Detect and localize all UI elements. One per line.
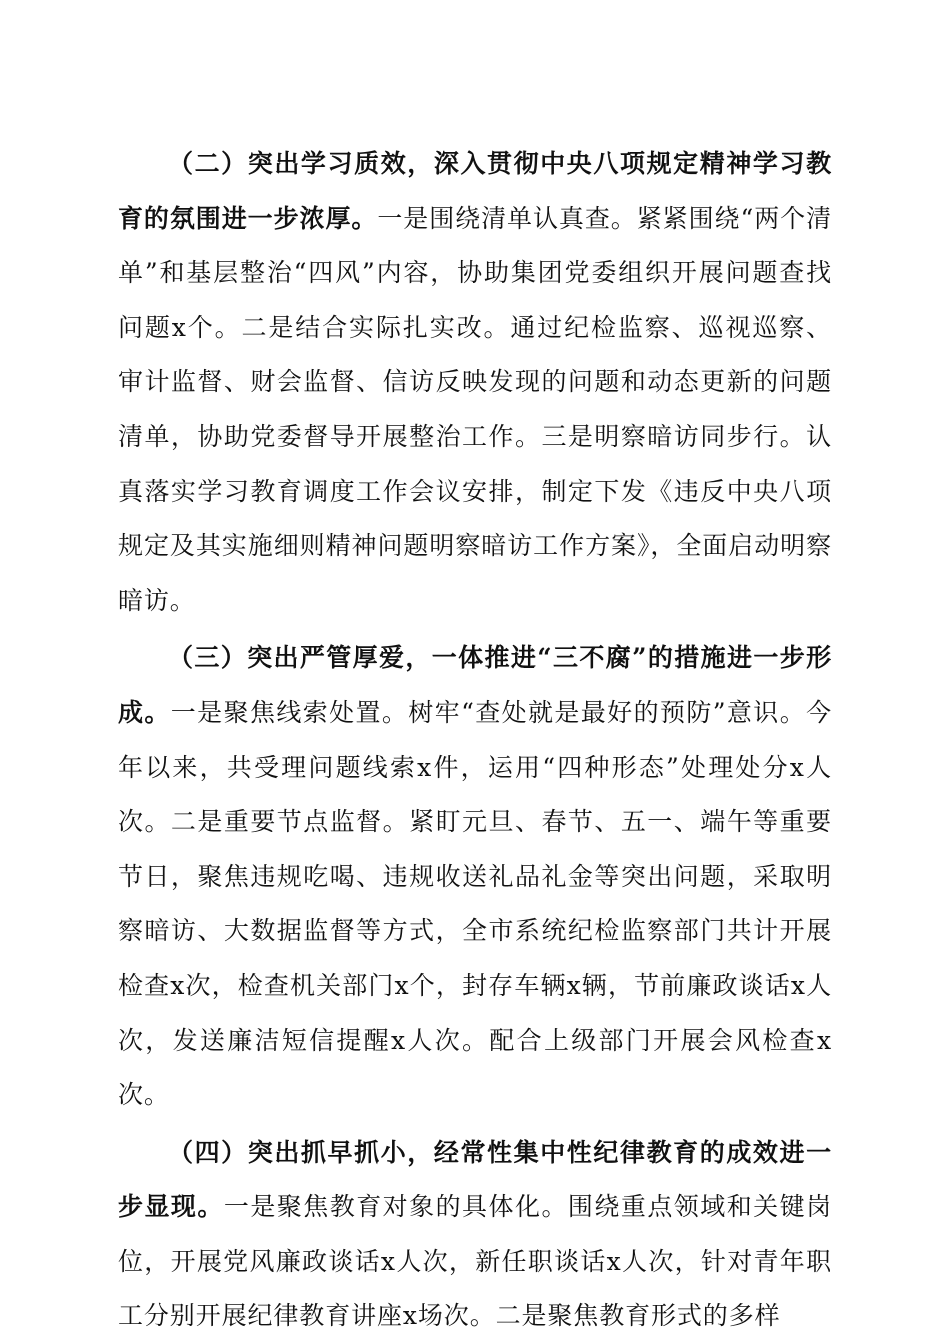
paragraph-4 bbox=[118, 1126, 832, 1344]
paragraph-3 bbox=[118, 631, 832, 1122]
document-body bbox=[118, 137, 832, 1344]
paragraph-heading: （四）突出抓早抓小，经常性集中性纪律教育的成效进一步显现。 bbox=[118, 1137, 832, 1222]
paragraph-heading: （三）突出严管厚爱，一体推进“三不腐”的措施进一步形成。 bbox=[118, 643, 832, 727]
paragraph-text: 一是聚焦教育对象的具体化。围绕重点领域和关键岗位，开展党风廉政谈话x人次，新任职谈话x人次，针对青年职工分别开展纪律教育讲座x场次。二是聚焦教育形式的多样 bbox=[118, 1192, 833, 1331]
paragraph-text: 一是聚焦线索处置。树牢“查处就是最好的预防”意识。今年以来，共受理问题线索x件，运用“四种形态”处理处分x人次。二是重要节点监督。紧盯元旦、春节、五一、端午等重要节日，聚焦违规吃喝、违规收送礼品礼金等突出问题，采取明察暗访、大数据监督等方式，全市系统纪检监察部门共计开展检查x次，检查机关部门x个，封存车辆x辆，节前廉政谈话x人次，发送廉洁短信提醒x人次。配合上级部门开展会风检查x次。 bbox=[118, 697, 832, 1110]
paragraph-text: 一是围绕清单认真查。紧紧围绕“两个清单”和基层整治“四风”内容，协助集团党委组织开展问题查找问题x个。二是结合实际扎实改。通过纪检监察、巡视巡察、审计监督、财会监督、信访反映发现的问题和动态更新的问题清单，协助党委督导开展整治工作。三是明察暗访同步行。认真落实学习教育调度工作会议安排，制定下发《违反中央八项规定及其实施细则精神问题明察暗访工作方案》，全面启动明察暗访。 bbox=[118, 203, 832, 615]
paragraph-2 bbox=[118, 137, 832, 628]
paragraph-heading: （二）突出学习质效，深入贯彻中央八项规定精神学习教育的氛围进一步浓厚。 bbox=[118, 149, 832, 233]
